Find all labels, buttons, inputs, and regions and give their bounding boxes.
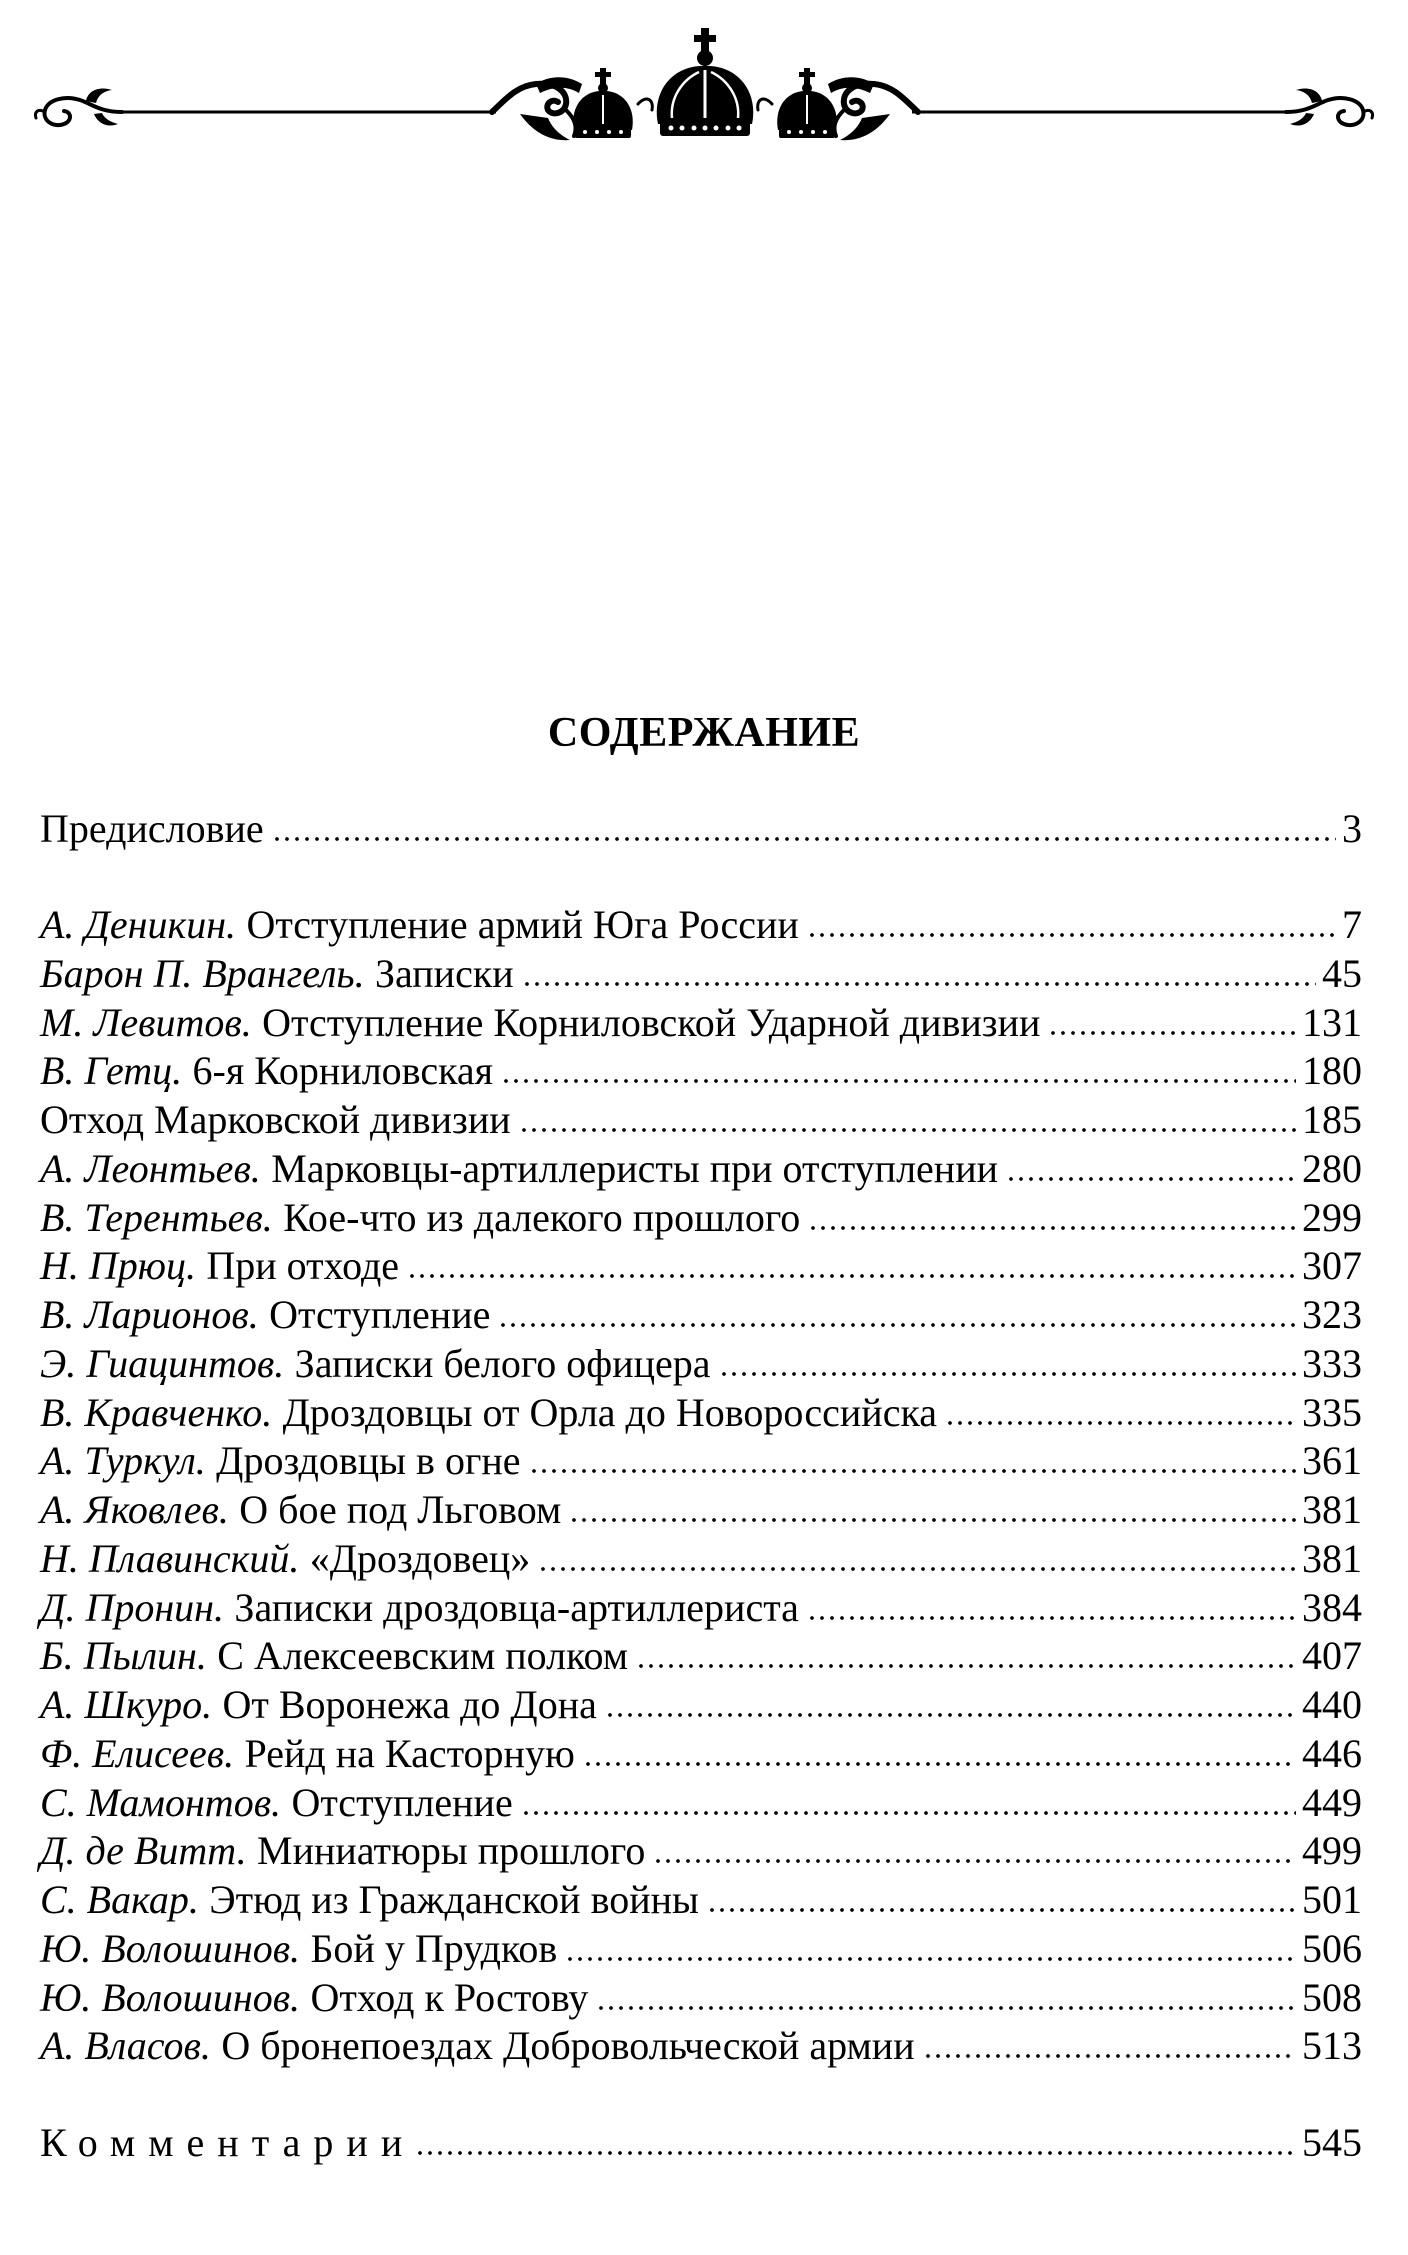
dot-leader <box>519 1127 1296 1133</box>
dot-leader <box>636 1663 1296 1669</box>
entry-title: Записки дроздовца-артиллериста <box>234 1584 799 1630</box>
dot-leader <box>807 932 1336 938</box>
dot-leader <box>945 1420 1296 1426</box>
toc-entry <box>40 1047 1362 1096</box>
entry-author: А. Деникин. <box>40 902 237 947</box>
dot-leader <box>498 1322 1296 1328</box>
crown-jewel <box>787 130 791 134</box>
dot-leader <box>565 1956 1296 1962</box>
ribbon-tail <box>840 114 890 140</box>
entry-title: Отступление <box>269 1292 491 1337</box>
flourish-curl <box>1286 98 1363 125</box>
entry-page-number: 323 <box>1302 1292 1362 1337</box>
entry-text <box>40 1389 937 1438</box>
header-ornament <box>0 0 1408 170</box>
entry-page-number: 185 <box>1302 1097 1362 1142</box>
entry-text <box>40 1145 998 1194</box>
dot-leader <box>501 1078 1296 1084</box>
dot-leader <box>522 981 1316 987</box>
toc-entry <box>40 1096 1362 1145</box>
entry-text <box>40 1827 645 1876</box>
entry-text <box>40 1340 711 1389</box>
entry-author: Э. Гиацинтов. <box>40 1340 285 1386</box>
crown-jewel <box>703 126 708 131</box>
toc-entry <box>40 1730 1362 1779</box>
flourish-upper-leaf <box>86 88 112 103</box>
entry-title: Дроздовцы от Орла до Новороссийска <box>282 1389 938 1435</box>
crown-jewel <box>669 126 674 131</box>
entry-title: Этюд из Гражданской войны <box>209 1877 699 1922</box>
entry-author: А. Леонтьев. <box>40 1145 261 1191</box>
entry-text <box>40 1437 521 1486</box>
entry-page-number: 333 <box>1302 1340 1362 1386</box>
flourish-upper-leaf <box>1296 88 1322 103</box>
toc-entry <box>40 901 1362 950</box>
entry-author: Барон П. Врангель. <box>40 950 365 996</box>
entry-author: Ю. Волошинов. <box>40 1925 301 1971</box>
entry-title: При отходе <box>206 1243 400 1289</box>
entry-title: 6-я Корниловская <box>192 1048 494 1094</box>
entry-title: От Воронежа до Дона <box>222 1682 597 1727</box>
entry-title: «Дроздовец» <box>309 1535 531 1581</box>
small-crown-icon-right <box>777 68 837 138</box>
entry-text <box>40 999 1040 1048</box>
entry-title: Кое-что из далекого прошлого <box>283 1194 801 1240</box>
toc-entry <box>40 1242 1362 1291</box>
entry-author: Ф. Елисеев. <box>40 1730 235 1776</box>
crown-orb <box>697 50 713 66</box>
entry-page-number: 307 <box>1302 1243 1362 1289</box>
toc-entry <box>40 950 1362 999</box>
entry-text <box>40 1730 575 1779</box>
ribbon-loop <box>492 84 566 114</box>
entry-text <box>40 1876 699 1925</box>
entry-page-number: 508 <box>1302 1974 1362 2020</box>
toc-entry <box>40 2022 1362 2071</box>
flourish-lower-leaf <box>94 113 118 126</box>
dot-leader <box>1048 1030 1296 1036</box>
toc-entry <box>40 1437 1362 1486</box>
entry-page-number: 440 <box>1302 1682 1362 1727</box>
toc-comments <box>40 2119 1362 2168</box>
entry-title: Отход Марковской дивизии <box>40 1097 511 1142</box>
entry-author: В. Ларионов. <box>40 1292 259 1337</box>
dot-leader <box>407 1273 1296 1279</box>
entry-text <box>40 1681 597 1730</box>
entry-page-number: 513 <box>1302 2023 1362 2069</box>
ribbon-tail <box>520 114 570 140</box>
entry-text <box>40 1974 588 2023</box>
toc-entry <box>40 1535 1362 1584</box>
entry-page-number: 506 <box>1302 1925 1362 1971</box>
dot-leader <box>529 1468 1296 1474</box>
toc-entry <box>40 1779 1362 1828</box>
dot-leader <box>583 1761 1296 1767</box>
entry-page-number: 384 <box>1302 1584 1362 1630</box>
entry-text <box>40 1535 530 1584</box>
dot-leader <box>923 2053 1296 2059</box>
toc-entry <box>40 1291 1362 1340</box>
entry-page-number: 280 <box>1302 1145 1362 1191</box>
entry-title: Записки белого офицера <box>294 1340 711 1386</box>
toc-entry <box>40 1925 1362 1974</box>
crown-jewel <box>737 126 742 131</box>
entry-page-number: 131 <box>1302 999 1362 1045</box>
entry-text <box>40 1242 399 1291</box>
crown-icon <box>657 28 753 136</box>
entry-author: А. Шкуро. <box>40 1682 213 1727</box>
entry-author: Б. Пылин. <box>40 1633 207 1679</box>
dot-leader <box>569 1517 1296 1523</box>
toc-entry <box>40 999 1362 1048</box>
entry-author: А. Туркул. <box>40 1438 206 1484</box>
entry-author: Ю. Волошинов. <box>40 1974 301 2020</box>
crown-cross-horizontal <box>694 35 716 42</box>
toc-preface <box>40 805 1362 854</box>
toc-entry <box>40 1827 1362 1876</box>
entry-author: А. Власов. <box>40 2023 211 2069</box>
flourish-lower-leaf <box>1290 113 1314 126</box>
entry-page-number: 449 <box>1302 1779 1362 1825</box>
toc-entry <box>40 1974 1362 2023</box>
ribbon-knot <box>638 99 652 110</box>
toc-entry <box>40 1194 1362 1243</box>
entry-author: С. Вакар. <box>40 1877 199 1922</box>
toc-heading: СОДЕРЖАНИЕ <box>547 710 861 756</box>
entry-text <box>40 950 514 999</box>
entry-text <box>40 1096 511 1145</box>
crown-jewel <box>726 126 731 131</box>
entry-author: В. Терентьев. <box>40 1194 273 1240</box>
entry-text <box>40 1632 628 1681</box>
toc-entries <box>40 901 1362 2071</box>
dot-leader <box>808 1225 1296 1231</box>
entry-page-number: 501 <box>1302 1877 1362 1922</box>
entry-page-number: 180 <box>1302 1048 1362 1094</box>
entry-title: С Алексеевским полком <box>217 1633 629 1679</box>
small-crown-cross-horizontal <box>595 72 611 77</box>
toc-entry <box>40 1145 1362 1194</box>
entry-page-number: 299 <box>1302 1194 1362 1240</box>
entry-page-number: 381 <box>1302 1535 1362 1581</box>
toc-entry <box>40 1681 1362 1730</box>
ribbon-loop <box>844 84 918 114</box>
entry-text <box>40 1047 493 1096</box>
entry-text <box>40 1291 490 1340</box>
entry-title: Отступление Корниловской Ударной дивизии <box>262 999 1041 1045</box>
dot-leader <box>653 1858 1296 1864</box>
entry-title: Отход к Ростову <box>310 1974 589 2020</box>
toc-entry <box>40 1584 1362 1633</box>
crown-jewel <box>595 130 599 134</box>
entry-page-number: 335 <box>1302 1389 1362 1435</box>
preface-page-number: 3 <box>1342 806 1362 851</box>
ribbon-knot <box>758 99 772 110</box>
crown-jewel <box>714 126 719 131</box>
entry-author: Н. Прюц. <box>40 1243 196 1289</box>
entry-title: О бое под Льговом <box>239 1487 562 1532</box>
entry-author: М. Левитов. <box>40 999 252 1045</box>
entry-page-number: 361 <box>1302 1438 1362 1484</box>
entry-title: Отступление армий Юга России <box>246 902 799 947</box>
crown-jewel <box>583 130 587 134</box>
right-flourish <box>1286 88 1373 125</box>
entry-author: В. Гетц. <box>40 1048 183 1094</box>
dot-leader <box>707 1907 1296 1913</box>
entry-text <box>40 1584 799 1633</box>
entry-text <box>40 1925 557 1974</box>
entry-text <box>40 1779 513 1828</box>
dot-leader <box>807 1615 1296 1621</box>
left-flourish <box>35 88 122 125</box>
entry-author: Н. Плавинский. <box>40 1535 300 1581</box>
dot-leader <box>521 1810 1296 1816</box>
entry-author: А. Яковлев. <box>40 1487 229 1532</box>
dot-leader <box>1006 1176 1296 1182</box>
dot-leader <box>605 1712 1296 1718</box>
comments-title: Комментарии <box>40 2120 416 2165</box>
small-crown-cross-horizontal <box>799 72 815 77</box>
entry-title: Записки <box>375 950 514 996</box>
entry-title: Марковцы-артиллеристы при отступлении <box>271 1145 999 1191</box>
entry-title: Рейд на Касторную <box>244 1730 575 1776</box>
small-crown-icon-left <box>573 68 633 138</box>
crown-jewel <box>680 126 685 131</box>
crown-jewel <box>799 130 803 134</box>
dot-leader <box>538 1566 1296 1572</box>
toc-entry <box>40 1486 1362 1535</box>
entry-author: Д. де Витт. <box>40 1828 247 1874</box>
dot-leader <box>415 2150 1296 2156</box>
entry-text <box>40 1194 800 1243</box>
crown-jewel <box>811 130 815 134</box>
toc-entry <box>40 1340 1362 1389</box>
crown-jewel <box>619 130 623 134</box>
entry-page-number: 499 <box>1302 1828 1362 1874</box>
toc-entry <box>40 1632 1362 1681</box>
dot-leader <box>596 2005 1296 2011</box>
dot-leader <box>272 836 1336 842</box>
toc-entry <box>40 1876 1362 1925</box>
dot-leader <box>719 1371 1296 1377</box>
entry-page-number: 381 <box>1302 1487 1362 1532</box>
entry-page-number: 45 <box>1322 950 1362 996</box>
toc-entry <box>40 1389 1362 1438</box>
entry-title: О бронепоездах Добровольческой армии <box>221 2023 915 2069</box>
entry-page-number: 446 <box>1302 1730 1362 1776</box>
entry-title: Дроздовцы в огне <box>216 1438 521 1484</box>
entry-title: Бой у Прудков <box>310 1925 558 1971</box>
entry-page-number: 407 <box>1302 1633 1362 1679</box>
crown-jewel <box>607 130 611 134</box>
entry-title: Отступление <box>291 1779 513 1825</box>
flourish-curl <box>45 98 122 125</box>
entry-title: Миниатюры прошлого <box>257 1828 646 1874</box>
entry-author: В. Кравченко. <box>40 1389 273 1435</box>
comments-page-number: 545 <box>1302 2120 1362 2165</box>
entry-page-number: 7 <box>1342 902 1362 947</box>
entry-author: Д. Пронин. <box>40 1584 225 1630</box>
entry-text <box>40 1486 561 1535</box>
preface-title: Предисловие <box>40 806 264 851</box>
entry-text <box>40 2022 915 2071</box>
crown-jewel <box>823 130 827 134</box>
entry-text <box>40 901 799 950</box>
crown-jewel <box>692 126 697 131</box>
entry-author: С. Мамонтов. <box>40 1779 282 1825</box>
